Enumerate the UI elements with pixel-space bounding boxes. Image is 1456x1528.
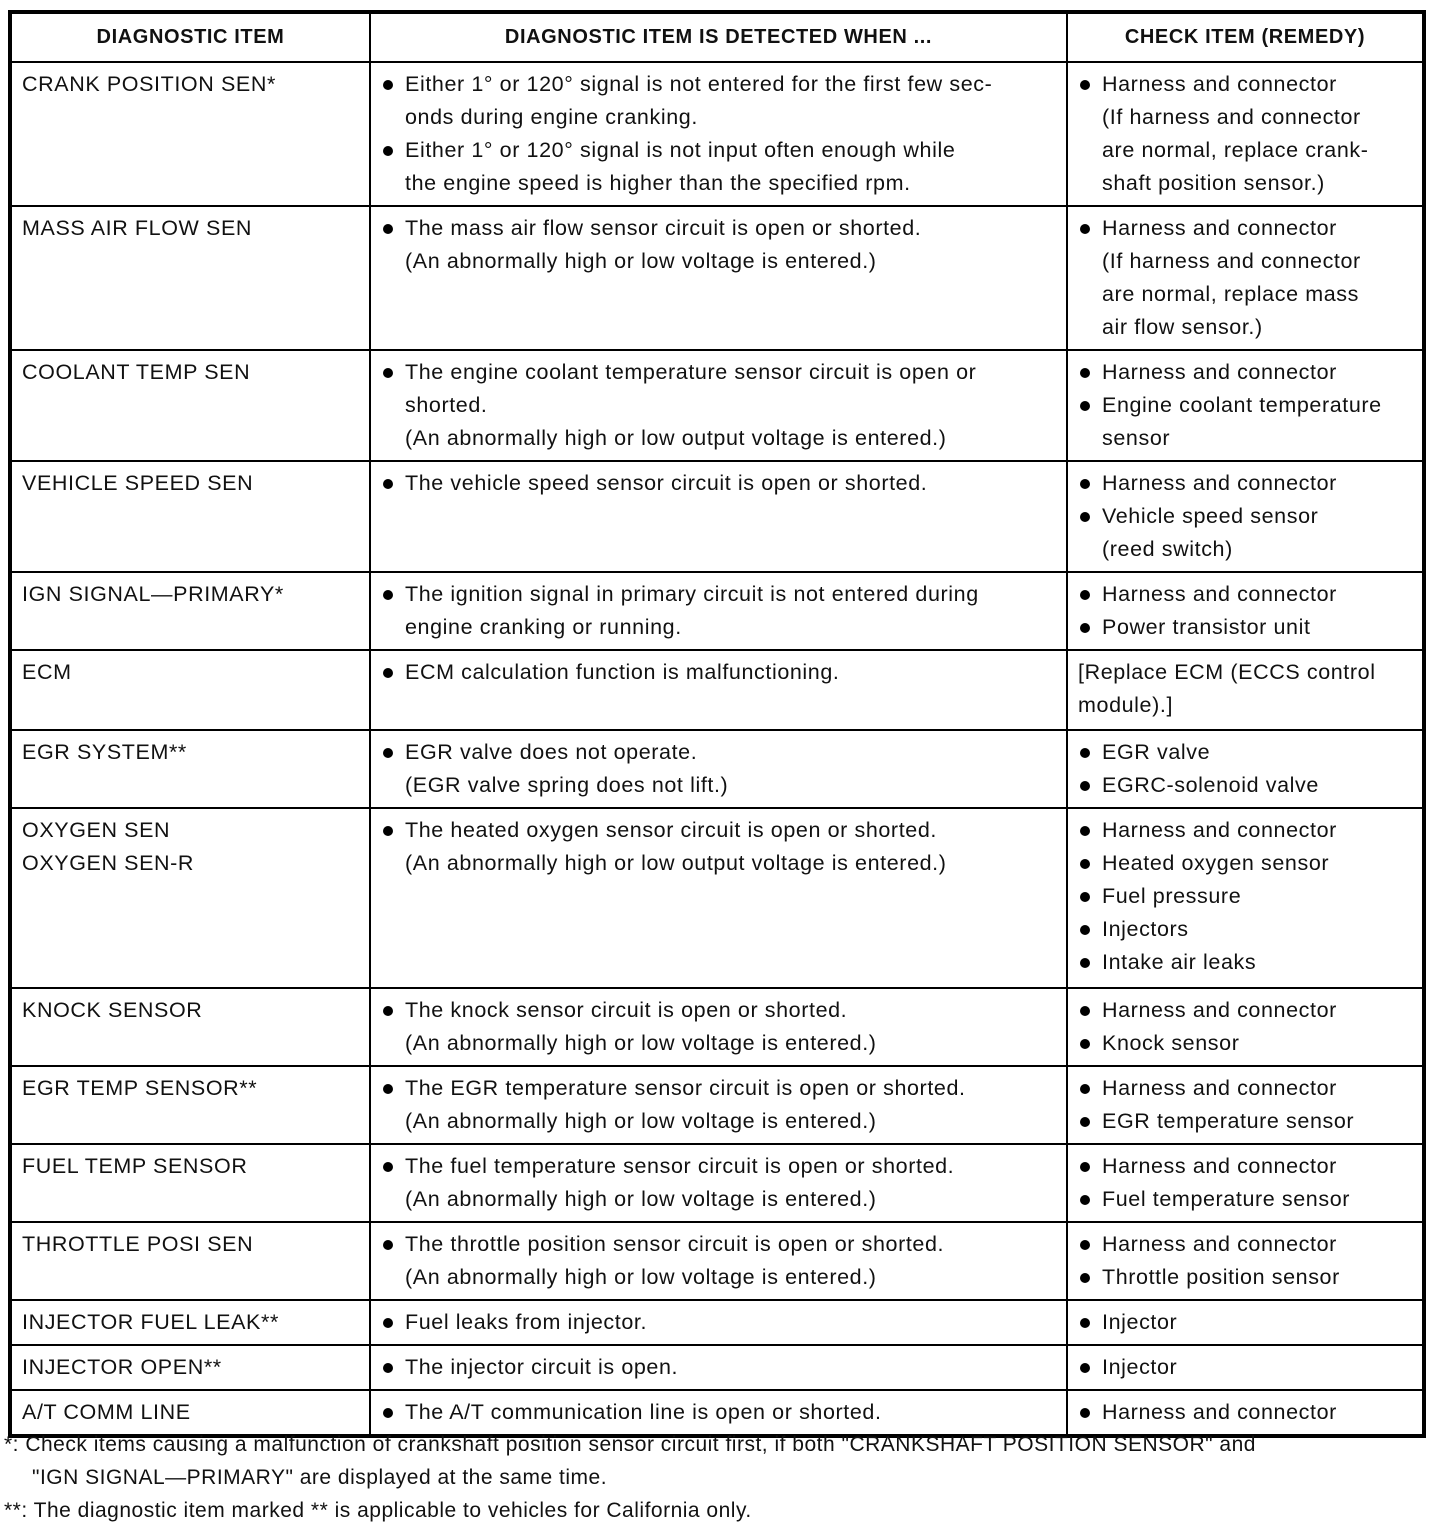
bullet-text: Power transistor unit [1102,615,1311,639]
bullet-icon [1080,748,1090,758]
bullet-item [1078,212,1414,245]
continuation-text: shorted. [405,393,488,417]
bullet-item [381,1150,1058,1183]
bullet-text: EGR valve [1102,740,1211,764]
bullet-text: Injectors [1102,917,1189,941]
diagnostic-item-name: COOLANT TEMP SEN [22,360,251,384]
continuation-text: (An abnormally high or low voltage is entered.) [405,1109,877,1133]
diagnostic-item-name: IGN SIGNAL—PRIMARY* [22,582,284,606]
detected-when-cell [370,988,1067,1066]
bullet-text: Injector [1102,1355,1178,1379]
bullet-text: The knock sensor circuit is open or shorted. [405,998,848,1022]
check-item-cell [1067,62,1424,206]
footnote-double-star: **: The diagnostic item marked ** is applicable to vehicles for California only. [4,1499,752,1522]
bullet-text: Either 1° or 120° signal is not input often enough while [405,138,956,162]
diagnostic-item-name: OXYGEN SEN [22,818,171,842]
bullet-item [1078,68,1414,101]
continuation-text: (reed switch) [1102,537,1233,561]
bullet-text: Harness and connector [1102,1154,1337,1178]
bullet-icon [1080,1408,1090,1418]
diagnostic-item-cell [10,988,370,1066]
bullet-text: Harness and connector [1102,72,1337,96]
bullet-icon [383,826,393,836]
check-item-cell [1067,1345,1424,1390]
bullet-icon [1080,1039,1090,1049]
detected-when-cell [370,1222,1067,1300]
continuation-text: (If harness and connector [1102,249,1361,273]
bullet-icon [383,748,393,758]
diagnostic-item-name: EGR TEMP SENSOR** [22,1076,258,1100]
bullet-item [381,1072,1058,1105]
bullet-text: The engine coolant temperature sensor circuit is open or [405,360,977,384]
diagnostic-item-name: CRANK POSITION SEN* [22,72,276,96]
bullet-icon [383,1408,393,1418]
bullet-icon [1080,781,1090,791]
diagnostic-item-name: A/T COMM LINE [22,1400,191,1424]
diagnostic-item-name: ECM [22,660,72,684]
bullet-text: Harness and connector [1102,1232,1337,1256]
bullet-icon [1080,1084,1090,1094]
bullet-item [381,736,1058,769]
diagnostic-item-cell [10,1144,370,1222]
bullet-item [381,1228,1058,1261]
bullet-icon [1080,368,1090,378]
detected-when-cell [370,350,1067,461]
table-row [10,650,1424,730]
continuation-text: air flow sensor.) [1102,315,1263,339]
detected-when-cell [370,1300,1067,1345]
bullet-icon [1080,1162,1090,1172]
table-row [10,206,1424,350]
bullet-icon [1080,859,1090,869]
bullet-text: Harness and connector [1102,1400,1337,1424]
table-row [10,572,1424,650]
bullet-icon [383,590,393,600]
bullet-item [1078,1027,1414,1060]
header-check-item: CHECK ITEM (REMEDY) [1067,12,1424,62]
bullet-item [381,467,1058,500]
bullet-text: Throttle position sensor [1102,1265,1340,1289]
bullet-icon [1080,1006,1090,1016]
detected-when-cell [370,62,1067,206]
bullet-item [1078,1228,1414,1261]
footnotes [4,1428,1444,1527]
diagnostic-table [8,10,1426,1438]
continuation-text: engine cranking or running. [405,615,682,639]
table-row [10,1144,1424,1222]
bullet-item [1078,769,1414,802]
bullet-icon [1080,80,1090,90]
footnote-single-star-line1: *: Check items causing a malfunction of crankshaft position sensor circuit first, if both "CRANKSHAFT POSITION SENSOR" and [4,1433,1256,1456]
bullet-icon [383,368,393,378]
bullet-item [1078,1072,1414,1105]
bullet-text: Either 1° or 120° signal is not entered for the first few sec- [405,72,993,96]
bullet-text: The A/T communication line is open or shorted. [405,1400,882,1424]
bullet-text: Fuel pressure [1102,884,1242,908]
bullet-icon [383,479,393,489]
diagnostic-item-name: MASS AIR FLOW SEN [22,216,253,240]
bullet-item [381,656,1058,689]
bullet-item [381,1306,1058,1339]
diagnostic-item-name: INJECTOR OPEN** [22,1355,222,1379]
bullet-icon [1080,1363,1090,1373]
diagnostic-item-cell [10,350,370,461]
continuation-text: the engine speed is higher than the specified rpm. [405,171,911,195]
bullet-text: The mass air flow sensor circuit is open or shorted. [405,216,922,240]
diagnostic-item-name: EGR SYSTEM** [22,740,187,764]
header-diagnostic-item: DIAGNOSTIC ITEM [10,12,370,62]
bullet-icon [383,146,393,156]
diagnostic-item-cell [10,1222,370,1300]
bullet-item [381,212,1058,245]
check-item-cell [1067,1066,1424,1144]
bullet-icon [1080,512,1090,522]
bullet-text: Fuel leaks from injector. [405,1310,648,1334]
continuation-text: (An abnormally high or low voltage is entered.) [405,249,877,273]
detected-when-cell [370,572,1067,650]
bullet-text: Injector [1102,1310,1178,1334]
diagnostic-item-cell [10,1345,370,1390]
check-item-cell [1067,572,1424,650]
bullet-text: Intake air leaks [1102,950,1257,974]
bullet-text: Harness and connector [1102,582,1337,606]
bullet-icon [1080,1240,1090,1250]
bullet-icon [1080,958,1090,968]
bullet-text: Vehicle speed sensor [1102,504,1319,528]
diagnostic-item-cell [10,808,370,988]
check-item-cell [1067,988,1424,1066]
bullet-icon [383,224,393,234]
bullet-item [1078,736,1414,769]
bullet-icon [1080,590,1090,600]
bullet-icon [1080,892,1090,902]
header-detected-when: DIAGNOSTIC ITEM IS DETECTED WHEN ... [370,12,1067,62]
diagnostic-item-name: FUEL TEMP SENSOR [22,1154,248,1178]
diagnostic-item-cell [10,572,370,650]
bullet-icon [383,1240,393,1250]
remedy-text: module).] [1078,693,1174,717]
table-row [10,808,1424,988]
check-item-cell [1067,1144,1424,1222]
bullet-icon [1080,1318,1090,1328]
continuation-text: (EGR valve spring does not lift.) [405,773,729,797]
bullet-icon [1080,1273,1090,1283]
table-row [10,1222,1424,1300]
bullet-text: Engine coolant temperature [1102,393,1382,417]
bullet-text: EGR valve does not operate. [405,740,698,764]
bullet-text: The heated oxygen sensor circuit is open or shorted. [405,818,937,842]
detected-when-cell [370,1345,1067,1390]
bullet-item [1078,1306,1414,1339]
diagnostic-item-cell [10,206,370,350]
bullet-text: The vehicle speed sensor circuit is open or shorted. [405,471,928,495]
bullet-item [1078,500,1414,533]
footnote-single-star-line2: "IGN SIGNAL—PRIMARY" are displayed at the same time. [32,1466,608,1489]
table-row [10,461,1424,572]
bullet-item [1078,1396,1414,1429]
bullet-item [1078,994,1414,1027]
detected-when-cell [370,1144,1067,1222]
continuation-text: (If harness and connector [1102,105,1361,129]
bullet-item [1078,1183,1414,1216]
check-item-cell [1067,808,1424,988]
diagnostic-item-cell [10,730,370,808]
detected-when-cell [370,461,1067,572]
bullet-item [1078,814,1414,847]
continuation-text: are normal, replace crank- [1102,138,1369,162]
bullet-item [1078,1351,1414,1384]
bullet-item [1078,913,1414,946]
table-row [10,730,1424,808]
bullet-item [1078,1261,1414,1294]
bullet-item [1078,611,1414,644]
bullet-item [1078,880,1414,913]
diagnostic-item-name: INJECTOR FUEL LEAK** [22,1310,279,1334]
check-item-cell [1067,350,1424,461]
table-row [10,988,1424,1066]
bullet-item [381,1396,1058,1429]
bullet-item [381,1351,1058,1384]
bullet-item [1078,356,1414,389]
bullet-icon [1080,925,1090,935]
diagnostic-item-cell [10,1300,370,1345]
diagnostic-item-cell [10,62,370,206]
bullet-icon [383,1006,393,1016]
bullet-item [1078,946,1414,979]
bullet-icon [1080,826,1090,836]
bullet-item [1078,1150,1414,1183]
table-row [10,350,1424,461]
diagnostic-item-cell [10,461,370,572]
table-row [10,1300,1424,1345]
bullet-item [1078,578,1414,611]
continuation-text: shaft position sensor.) [1102,171,1325,195]
bullet-item [381,134,1058,167]
bullet-item [381,578,1058,611]
check-item-cell [1067,1300,1424,1345]
diagnostic-item-name: KNOCK SENSOR [22,998,203,1022]
continuation-text: (An abnormally high or low voltage is entered.) [405,1265,877,1289]
bullet-icon [383,1363,393,1373]
table-row [10,1066,1424,1144]
bullet-text: Harness and connector [1102,818,1337,842]
table-row [10,1345,1424,1390]
detected-when-cell [370,730,1067,808]
diagnostic-item-cell [10,1066,370,1144]
diagnostic-item-cell [10,650,370,730]
header-row [10,12,1424,62]
check-item-cell [1067,206,1424,350]
bullet-text: Heated oxygen sensor [1102,851,1330,875]
continuation-text: (An abnormally high or low output voltage is entered.) [405,851,947,875]
bullet-text: Harness and connector [1102,1076,1337,1100]
bullet-text: The injector circuit is open. [405,1355,679,1379]
check-item-cell [1067,730,1424,808]
bullet-icon [383,80,393,90]
bullet-item [1078,467,1414,500]
continuation-text: (An abnormally high or low output voltage is entered.) [405,426,947,450]
detected-when-cell [370,1066,1067,1144]
detected-when-cell [370,650,1067,730]
bullet-text: Knock sensor [1102,1031,1240,1055]
bullet-text: The EGR temperature sensor circuit is open or shorted. [405,1076,966,1100]
diagnostic-item-name: VEHICLE SPEED SEN [22,471,254,495]
bullet-icon [1080,623,1090,633]
bullet-item [1078,847,1414,880]
check-item-cell [1067,1222,1424,1300]
bullet-item [1078,1105,1414,1138]
bullet-item [381,994,1058,1027]
bullet-icon [383,1084,393,1094]
bullet-icon [1080,224,1090,234]
bullet-icon [1080,401,1090,411]
bullet-text: Harness and connector [1102,471,1337,495]
check-item-cell [1067,650,1424,730]
check-item-cell [1067,461,1424,572]
bullet-item [381,356,1058,389]
bullet-item [1078,389,1414,422]
table-row [10,62,1424,206]
bullet-text: Harness and connector [1102,360,1337,384]
detected-when-cell [370,808,1067,988]
continuation-text: sensor [1102,426,1171,450]
bullet-text: Harness and connector [1102,998,1337,1022]
continuation-text: are normal, replace mass [1102,282,1359,306]
bullet-icon [1080,1195,1090,1205]
bullet-text: EGR temperature sensor [1102,1109,1355,1133]
bullet-item [381,68,1058,101]
bullet-icon [1080,1117,1090,1127]
bullet-text: Harness and connector [1102,216,1337,240]
continuation-text: onds during engine cranking. [405,105,698,129]
bullet-text: EGRC-solenoid valve [1102,773,1319,797]
continuation-text: (An abnormally high or low voltage is entered.) [405,1187,877,1211]
bullet-text: The fuel temperature sensor circuit is open or shorted. [405,1154,955,1178]
bullet-icon [1080,479,1090,489]
bullet-item [381,814,1058,847]
diagnostic-item-name: THROTTLE POSI SEN [22,1232,254,1256]
remedy-text: [Replace ECM (ECCS control [1078,660,1376,684]
bullet-text: Fuel temperature sensor [1102,1187,1351,1211]
diagnostic-item-name: OXYGEN SEN-R [22,851,195,875]
bullet-icon [383,1318,393,1328]
bullet-text: The throttle position sensor circuit is open or shorted. [405,1232,945,1256]
bullet-text: The ignition signal in primary circuit is not entered during [405,582,979,606]
bullet-icon [383,1162,393,1172]
bullet-text: ECM calculation function is malfunctioning. [405,660,840,684]
bullet-icon [383,668,393,678]
detected-when-cell [370,206,1067,350]
continuation-text: (An abnormally high or low voltage is entered.) [405,1031,877,1055]
